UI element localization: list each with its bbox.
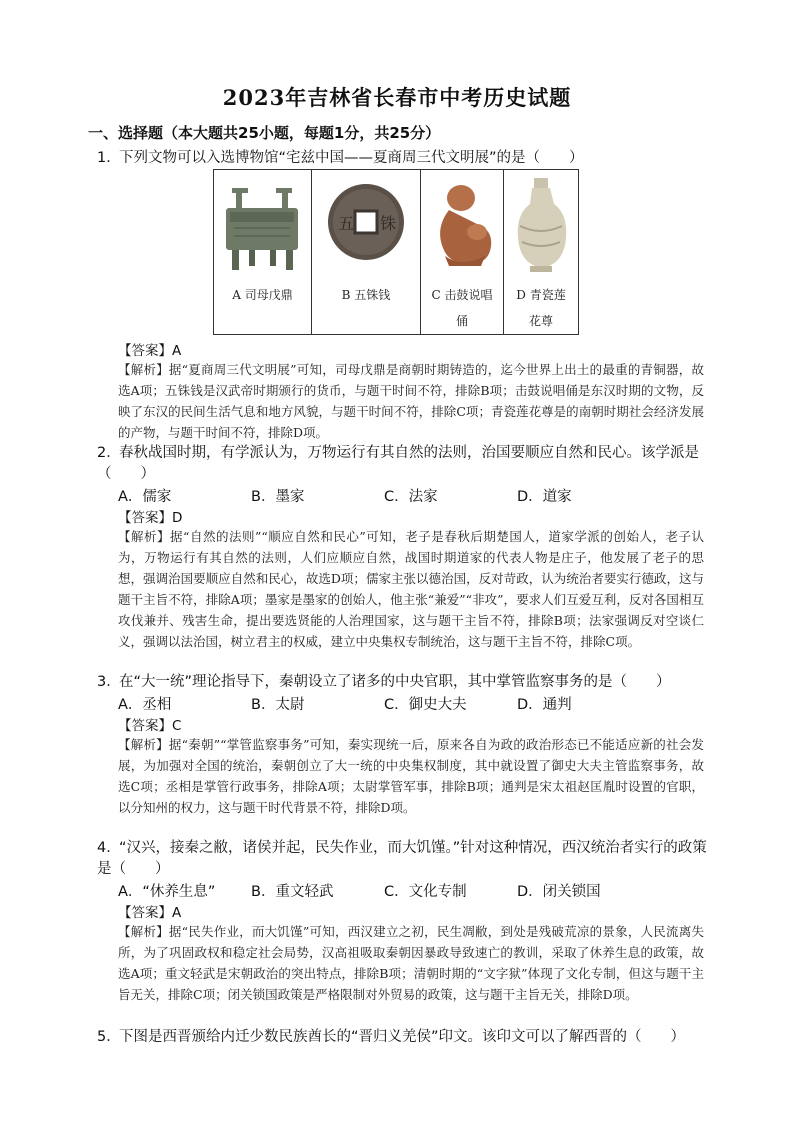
question-2 bbox=[97, 443, 707, 485]
option-a[interactable]: A．儒家 bbox=[118, 489, 172, 505]
option-a[interactable]: A．丞相 bbox=[118, 697, 172, 713]
question-stem: 下图是西晋颁给内迁少数民族酋长的“晋归义羌侯”印文。该印文可以了解西晋的（ ） bbox=[119, 1029, 686, 1045]
question-number: 2． bbox=[97, 445, 121, 461]
options-row bbox=[118, 485, 650, 506]
options-row bbox=[118, 880, 650, 901]
question-stem: “汉兴，接秦之敝，诸侯并起，民失作业，而大饥馑。”针对这种情况，西汉统治者实行的政策是（ ） bbox=[97, 840, 707, 877]
question-number: 4． bbox=[97, 840, 121, 856]
relic-caption: A 司母戊鼎 bbox=[232, 288, 293, 302]
section-heading: 一、选择题（本大题共25小题，每题1分，共25分） bbox=[88, 124, 441, 142]
option-d[interactable]: D．道家 bbox=[517, 489, 572, 505]
question-5 bbox=[97, 1027, 707, 1048]
question-number: 1． bbox=[97, 150, 121, 166]
relic-caption: D 青瓷莲 bbox=[516, 288, 566, 302]
page-title: 2023年吉林省长春市中考历史试题 bbox=[222, 85, 572, 110]
question-number: 3． bbox=[97, 674, 121, 690]
svg-text:五: 五 bbox=[338, 214, 355, 233]
question-number: 5． bbox=[97, 1029, 121, 1045]
coin-image bbox=[312, 170, 420, 282]
relic-cell-d bbox=[504, 170, 579, 335]
question-4 bbox=[97, 838, 707, 880]
svg-text:铢: 铢 bbox=[380, 214, 397, 233]
ding-image bbox=[214, 170, 311, 282]
relic-cell-a bbox=[214, 170, 312, 335]
analysis: 【解析】据“自然的法则”“顺应自然和民心”可知，老子是春秋后期楚国人，道家学派的创始人，老子认为，万物运行有其自然的法则，人们应顺应自然，战国时期道家的代表人物是庄子，他发展了老子的思想，强调治国要顺应自然和民心，故选D项；儒家主张以德治国，反对苛政，认为统治者要实行德政，这与题干主旨不符，排除A项；墨家是墨家的创始人，他主张“兼爱”“非攻”，要求人们互爱互利，反对各国相互攻伐兼并、残害生命，提出要选贤能的人治理国家，这与题干主旨不符，排除B项；法家强调反对空谈仁义，强调以法治国，树立君主的权威，建立中央集权专制统治，这与题干主旨不符，排除C项。 bbox=[118, 529, 704, 649]
option-c[interactable]: C．文化专制 bbox=[384, 884, 467, 900]
options-row bbox=[118, 693, 650, 714]
relic-cell-b bbox=[312, 170, 421, 335]
option-b[interactable]: B．太尉 bbox=[251, 697, 305, 713]
relic-caption: C 击鼓说唱 bbox=[431, 288, 493, 302]
option-d[interactable]: D．通判 bbox=[517, 697, 572, 713]
question-stem: 在“大一统”理论指导下，秦朝设立了诸多的中央官职，其中掌管监察事务的是（ ） bbox=[119, 674, 671, 690]
answer: 【答案】A bbox=[118, 905, 182, 921]
analysis: 【解析】据“夏商周三代文明展”可知，司母戊鼎是商朝时期铸造的，迄今世界上出土的最重的青铜器，故选A项；五铢钱是汉武帝时期颁行的货币，与题干时间不符，排除B项；击鼓说唱俑是东汉时期的文物，反映了东汉的民间生活气息和地方风貌，与题干时间不符，排除C项；青瓷莲花尊是的南朝时期社会经济发展的产物，与题干时间不符，排除D项。 bbox=[118, 362, 704, 440]
option-b[interactable]: B．重文轻武 bbox=[251, 884, 334, 900]
figurine-image bbox=[421, 170, 503, 282]
question-3 bbox=[97, 672, 707, 693]
question-1 bbox=[97, 148, 707, 169]
option-c[interactable]: C．法家 bbox=[384, 489, 438, 505]
option-d[interactable]: D．闭关锁国 bbox=[517, 884, 601, 900]
answer: 【答案】D bbox=[118, 510, 183, 526]
relic-table bbox=[213, 169, 579, 335]
relic-caption: B 五铢钱 bbox=[341, 288, 391, 302]
answer: 【答案】A bbox=[118, 343, 182, 359]
analysis: 【解析】据“秦朝”“掌管监察事务”可知，秦实现统一后，原来各自为政的政治形态已不能适应新的社会发展，为加强对全国的统治，秦朝创立了大一统的中央集权制度，其中就设置了御史大夫主管监察事务，故选C项；丞相是掌管行政事务，排除A项；太尉掌管军事，排除B项；通判是宋太祖赵匡胤时设置的官职，以分知州的权力，这与题干时代背景不符，排除D项。 bbox=[118, 737, 704, 815]
question-stem: 下列文物可以入选博物馆“宅兹中国——夏商周三代文明展”的是（ ） bbox=[119, 150, 584, 166]
relic-cell-c bbox=[421, 170, 504, 335]
answer: 【答案】C bbox=[118, 718, 182, 734]
option-c[interactable]: C．御史大夫 bbox=[384, 697, 467, 713]
option-a[interactable]: A．“休养生息” bbox=[118, 884, 216, 900]
relic-caption-2: 俑 bbox=[455, 314, 468, 328]
analysis: 【解析】据“民失作业，而大饥馑”可知，西汉建立之初，民生凋敝，到处是残破荒凉的景象，人民流离失所，为了巩固政权和稳定社会局势，汉高祖吸取秦朝因暴政导致速亡的教训，采取了休养生息的政策，故选A项；重文轻武是宋朝政治的突出特点，排除B项；清朝时期的“文字狱”体现了文化专制，但这与题干主旨无关，排除C项；闭关锁国政策是严格限制对外贸易的政策，这与题干主旨无关，排除D项。 bbox=[118, 924, 704, 1002]
option-b[interactable]: B．墨家 bbox=[251, 489, 305, 505]
vase-image bbox=[504, 170, 578, 282]
question-stem: 春秋战国时期，有学派认为，万物运行有其自然的法则，治国要顺应自然和民心。该学派是（ ） bbox=[97, 445, 699, 482]
relic-caption-2: 花尊 bbox=[528, 314, 553, 328]
